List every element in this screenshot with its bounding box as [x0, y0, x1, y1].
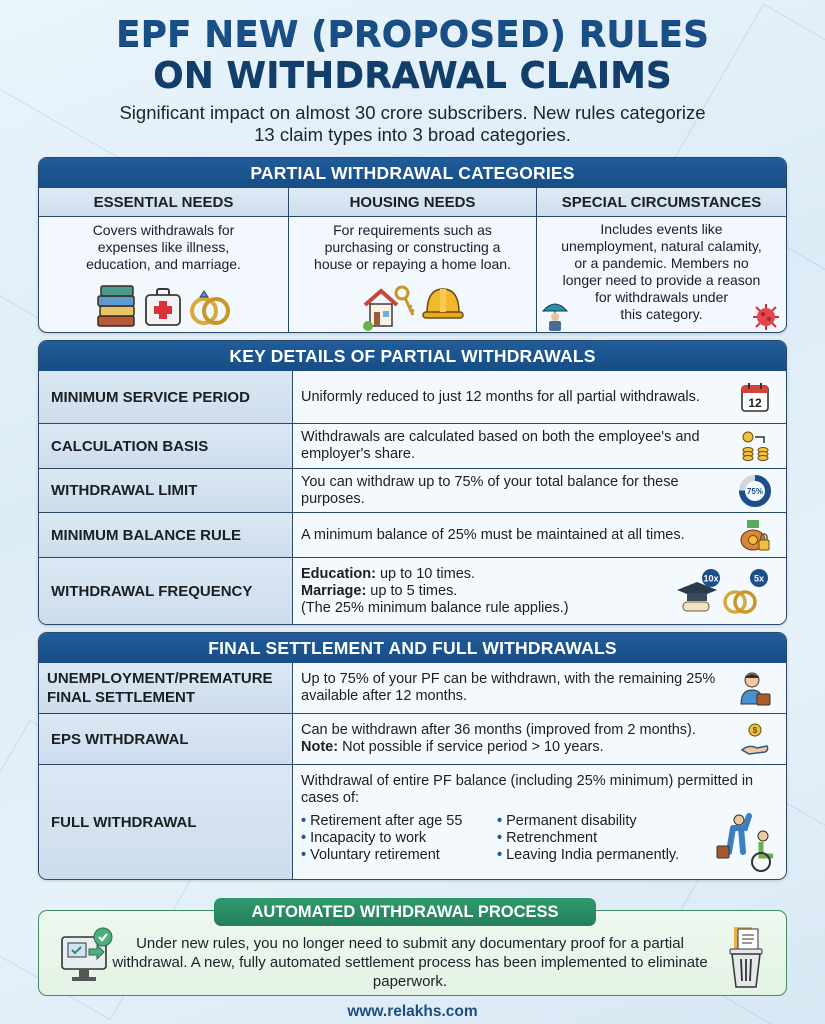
table-row [39, 468, 786, 512]
trash-documents-icon [728, 925, 764, 989]
row-label-line: UNEMPLOYMENT/PREMATURE [47, 670, 273, 687]
list-item: • Voluntary retirement [301, 847, 497, 864]
full-withdrawal-cases-list [301, 813, 778, 864]
subtitle-line-1: Significant impact on almost 30 crore subscribers. New rules categorize [119, 102, 706, 123]
category-text-line: education, and marriage. [86, 256, 241, 272]
category-text-line: or a pandemic. Members no [574, 255, 749, 271]
category-text-line: longer need to provide a reason [562, 272, 761, 288]
row-value [301, 566, 668, 617]
automated-heading: AUTOMATED WITHDRAWAL PROCESS [214, 898, 596, 926]
education-label: Education: [301, 566, 376, 582]
table-row [39, 423, 786, 468]
person-umbrella-icon [541, 297, 569, 331]
first-aid-kit-icon [143, 283, 183, 329]
row-label-line: FINAL SETTLEMENT [47, 689, 196, 706]
page-title [0, 14, 825, 96]
category-text-line: Covers withdrawals for [92, 222, 235, 238]
category-text-line: for withdrawals under [594, 289, 729, 305]
title-line-1: EPF NEW (PROPOSED) RULES [115, 14, 709, 55]
category-text-line: unemployment, natural calamity, [561, 238, 762, 254]
businessman-icon [732, 670, 778, 706]
category-housing-needs [289, 188, 537, 333]
table-row [39, 663, 786, 713]
category-text-line: house or repaying a home loan. [314, 256, 511, 272]
category-text-line: expenses like illness, [97, 239, 230, 255]
list-item: • Retirement after age 55 [301, 813, 497, 830]
marriage-label: Marriage: [301, 583, 367, 599]
category-title: SPECIAL CIRCUMSTANCES [537, 188, 786, 217]
svg-text:$: $ [752, 726, 758, 735]
virus-icon [752, 303, 780, 331]
coins-transfer-icon [732, 430, 778, 462]
graduation-rings-icon [668, 566, 778, 618]
partial-withdrawal-categories-card [38, 157, 787, 333]
subtitle [0, 102, 825, 146]
house-key-icon [361, 283, 417, 331]
category-text-line: Includes events like [600, 221, 723, 237]
money-pot-lock-icon [732, 518, 778, 552]
calendar-12-icon [732, 381, 778, 413]
list-item: • Retrenchment [497, 830, 778, 847]
automated-description: Under new rules, you no longer need to submit any documentary proof for a partial withdrawal. A new, fully automated settlement process has been implemented to eliminate paperwork. [112, 935, 708, 990]
row-label: WITHDRAWAL FREQUENCY [39, 558, 293, 625]
svg-text:75%: 75% [746, 486, 764, 496]
category-essential-needs [39, 188, 289, 333]
svg-text:10x: 10x [703, 573, 719, 583]
svg-text:5x: 5x [753, 573, 765, 583]
row-label: MINIMUM BALANCE RULE [39, 513, 293, 557]
hand-coin-icon [732, 722, 778, 756]
row-label: WITHDRAWAL LIMIT [39, 469, 293, 512]
row-value: Uniformly reduced to just 12 months for all partial withdrawals. [301, 388, 700, 405]
category-text-line: purchasing or constructing a [324, 239, 501, 255]
row-label [39, 663, 293, 713]
computer-check-icon [59, 927, 115, 985]
row-label: FULL WITHDRAWAL [39, 765, 293, 880]
eps-text: Can be withdrawn after 36 months (improved from 2 months). [301, 722, 696, 738]
traveler-wheelchair-icon [710, 812, 780, 874]
categories-heading: PARTIAL WITHDRAWAL CATEGORIES [39, 158, 786, 188]
list-item: • Leaving India permanently. [497, 847, 778, 864]
table-row [39, 713, 786, 764]
eps-note-text: Not possible if service period > 10 years. [338, 739, 604, 755]
books-icon [95, 283, 139, 329]
title-line-2: ON WITHDRAWAL CLAIMS [153, 55, 672, 96]
category-title: ESSENTIAL NEEDS [39, 188, 288, 217]
full-withdrawal-intro: Withdrawal of entire PF balance (including 25% minimum) permitted in cases of: [301, 773, 754, 806]
row-label: EPS WITHDRAWAL [39, 714, 293, 764]
list-item: • Incapacity to work [301, 830, 497, 847]
wedding-rings-icon [187, 283, 233, 329]
key-details-card [38, 340, 787, 625]
eps-note-label: Note: [301, 739, 339, 755]
category-text-line: For requirements such as [333, 222, 492, 238]
website-link[interactable]: www.relakhs.com [347, 1003, 478, 1020]
category-text-line: this category. [620, 306, 703, 322]
row-value: Withdrawals are calculated based on both the employee's and employer's share. [301, 429, 700, 462]
final-settlement-card [38, 632, 787, 880]
table-row [39, 764, 786, 880]
final-settlement-heading: FINAL SETTLEMENT AND FULL WITHDRAWALS [39, 633, 786, 663]
row-value: A minimum balance of 25% must be maintained at all times. [301, 526, 685, 543]
category-special-circumstances [537, 188, 786, 333]
subtitle-line-2: 13 claim types into 3 broad categories. [254, 124, 571, 145]
key-details-heading: KEY DETAILS OF PARTIAL WITHDRAWALS [39, 341, 786, 371]
table-row [39, 557, 786, 625]
row-value: Up to 75% of your PF can be withdrawn, with the remaining 25% available after 12 months. [301, 671, 716, 704]
svg-text:12: 12 [748, 396, 762, 410]
frequency-note: (The 25% minimum balance rule applies.) [301, 600, 569, 616]
row-label: CALCULATION BASIS [39, 424, 293, 468]
row-value: You can withdraw up to 75% of your total balance for these purposes. [301, 473, 679, 507]
table-row [39, 512, 786, 557]
row-label: MINIMUM SERVICE PERIOD [39, 371, 293, 423]
hard-hat-icon [421, 283, 465, 331]
education-text: up to 10 times. [375, 566, 476, 582]
category-title: HOUSING NEEDS [289, 188, 536, 217]
row-value [301, 773, 778, 864]
list-item: • Permanent disability [497, 813, 778, 830]
table-row [39, 371, 786, 423]
marriage-text: up to 5 times. [366, 583, 458, 599]
donut-75-icon [732, 474, 778, 508]
row-value [301, 722, 732, 756]
